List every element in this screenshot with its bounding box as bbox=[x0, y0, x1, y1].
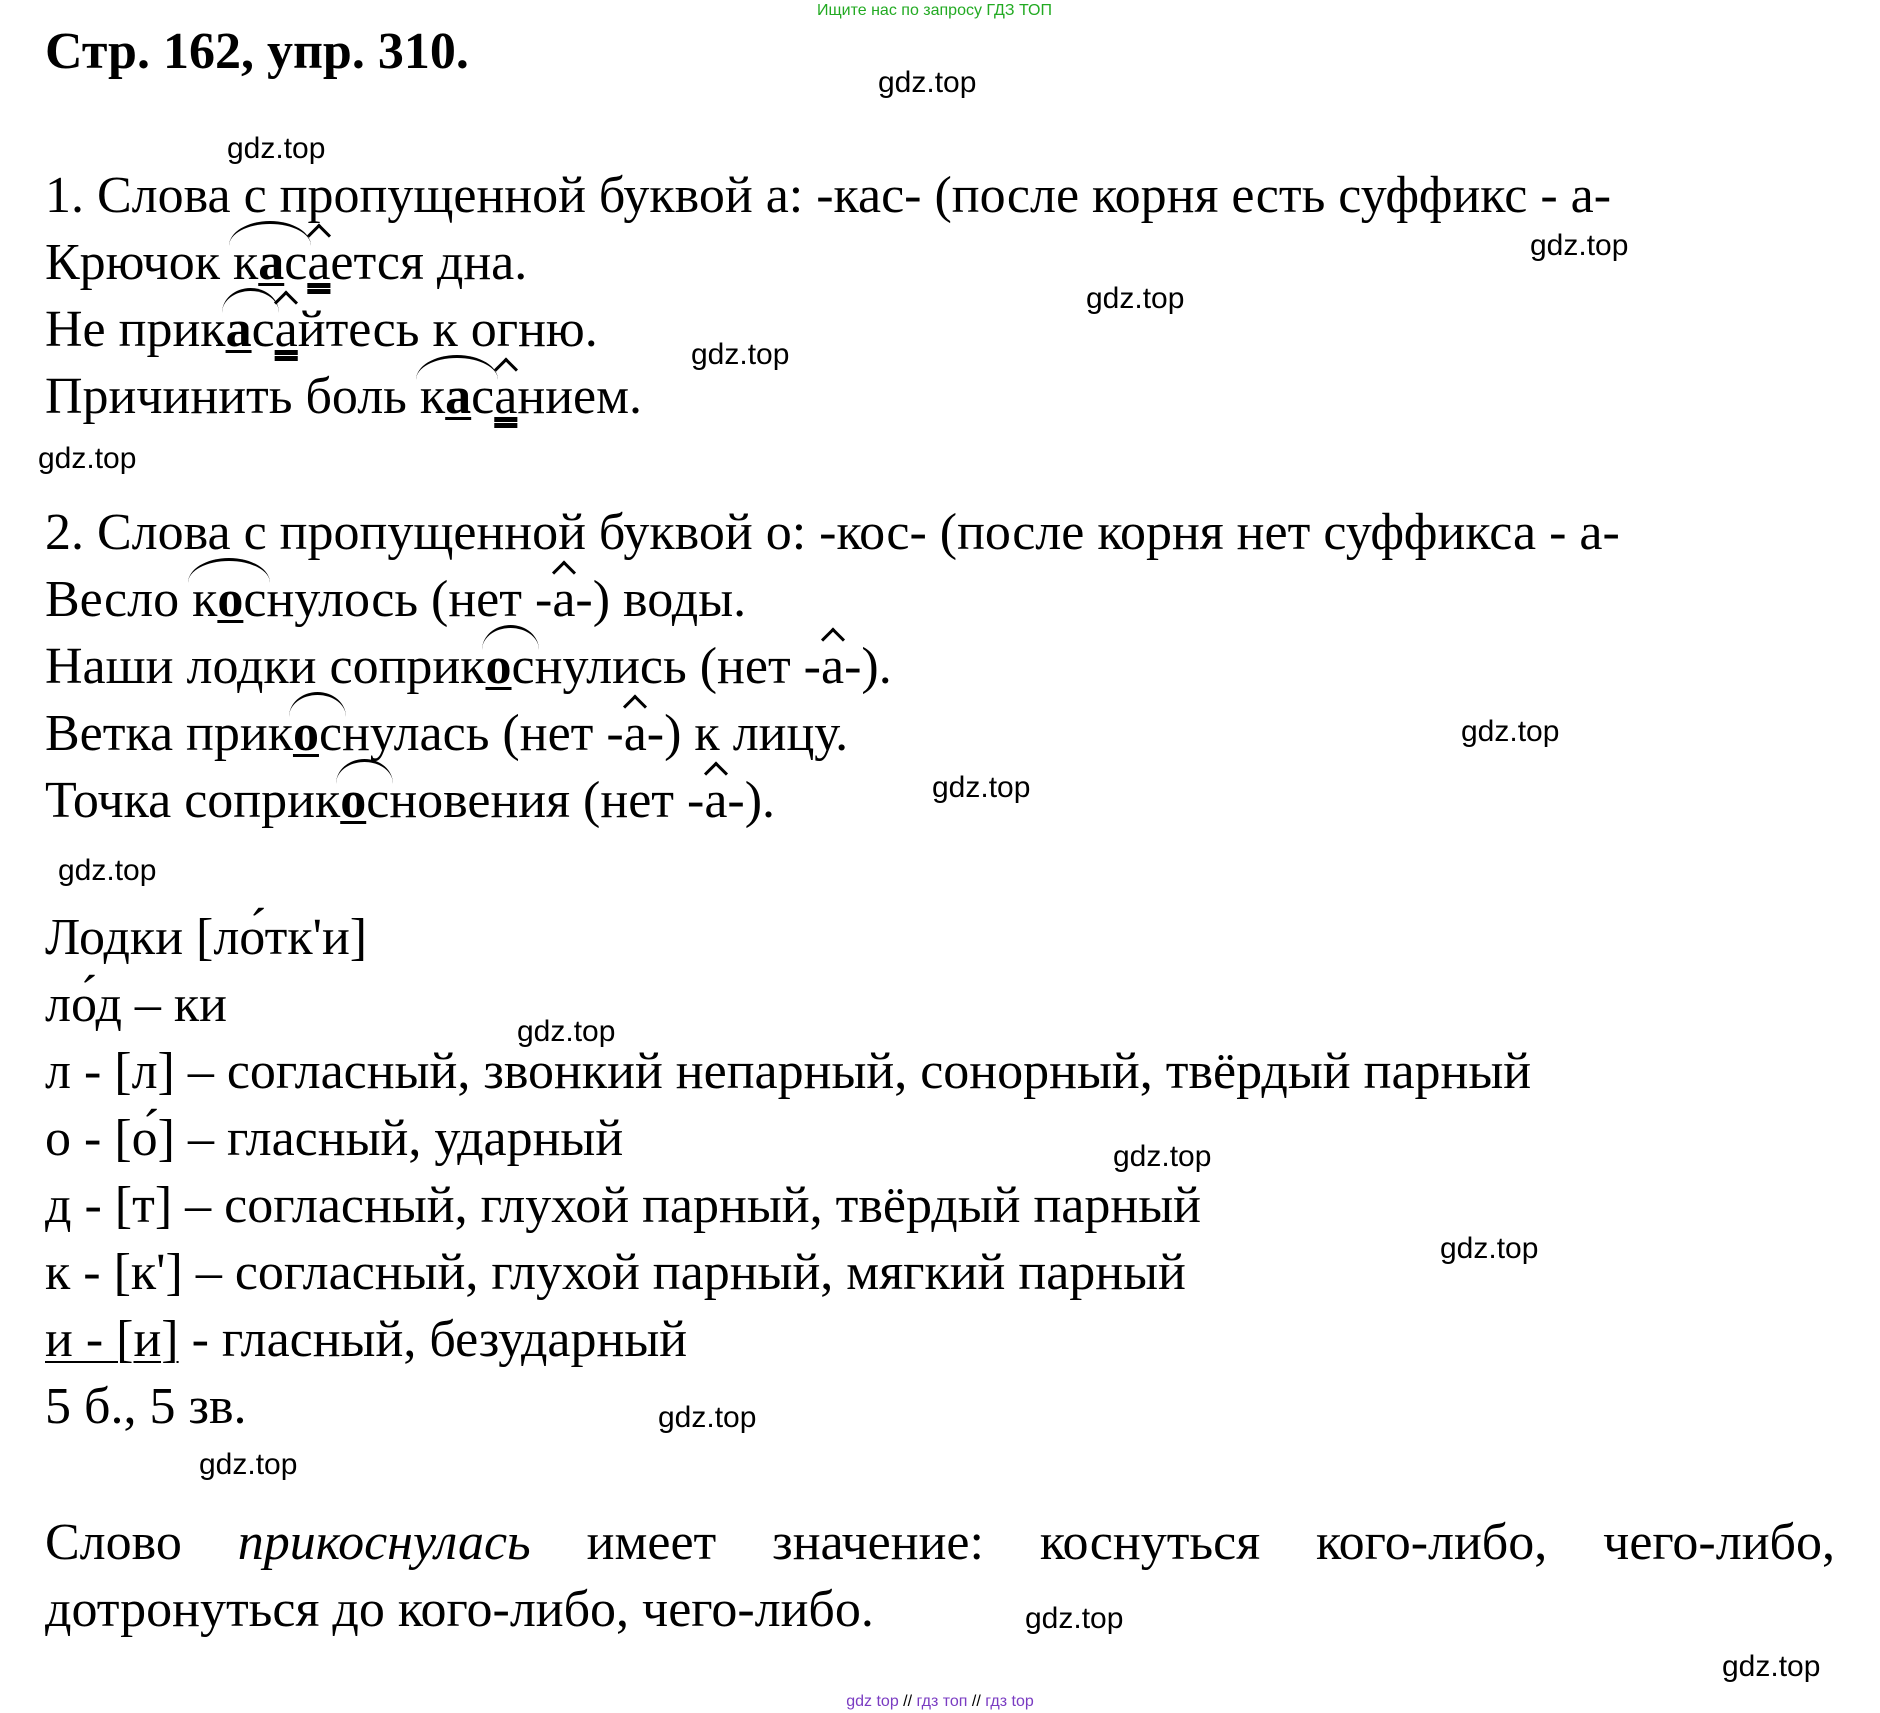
footer-link-1[interactable]: gdz top bbox=[846, 1693, 899, 1710]
root-arc: кас bbox=[419, 368, 495, 425]
watermark: gdz.top bbox=[1722, 1650, 1821, 1683]
section2-example-2: Наши лодки соприкоснулись (нет -а-). bbox=[45, 638, 892, 695]
watermark: gdz.top bbox=[1461, 715, 1560, 748]
footer-separator: // bbox=[971, 1693, 981, 1710]
section2-example-4: Точка соприкосновения (нет -а-). bbox=[45, 772, 776, 829]
watermark: gdz.top bbox=[58, 854, 157, 887]
watermark: gdz.top bbox=[517, 1015, 616, 1048]
suffix-mark: а bbox=[494, 368, 518, 425]
meaning-line-1: Слово прикоснулась имеет значение: коснуться кого-либо, чего-либо, bbox=[45, 1514, 1835, 1571]
footer-link-2[interactable]: гдз топ bbox=[916, 1693, 968, 1710]
watermark: gdz.top bbox=[1440, 1232, 1539, 1265]
root-arc: ас bbox=[225, 301, 275, 358]
suffix-mark: а bbox=[704, 772, 728, 829]
suffix-mark: а bbox=[274, 301, 298, 358]
watermark: gdz.top bbox=[199, 1448, 298, 1481]
watermark: gdz.top bbox=[1113, 1140, 1212, 1173]
suffix-mark: а bbox=[623, 705, 647, 762]
root-arc: ос bbox=[292, 705, 343, 762]
root-arc: кос bbox=[192, 571, 267, 628]
meaning-line-2: дотронуться до кого-либо, чего-либо. bbox=[45, 1581, 874, 1638]
section1-intro: 1. Слова с пропущенной буквой а: -кас- (после корня есть суффикс - а- bbox=[45, 167, 1612, 224]
watermark: gdz.top bbox=[658, 1401, 757, 1434]
watermark: gdz.top bbox=[878, 66, 977, 99]
watermark: gdz.top bbox=[1530, 229, 1629, 262]
phonetics-sound-2: о - [о́] – гласный, ударный bbox=[45, 1110, 624, 1167]
root-arc: ос bbox=[485, 638, 535, 695]
phonetics-sound-4: к - [к'] – согласный, глухой парный, мягкий парный bbox=[45, 1244, 1186, 1301]
phonetics-sound-1: л - [л] – согласный, звонкий непарный, сонорный, твёрдый парный bbox=[45, 1043, 1532, 1100]
section1-example-1: Крючок касается дна. bbox=[45, 234, 528, 291]
watermark: gdz.top bbox=[227, 132, 326, 165]
phonetics-sound-3: д - [т] – согласный, глухой парный, твёрдый парный bbox=[45, 1177, 1201, 1234]
watermark: gdz.top bbox=[932, 771, 1031, 804]
footer-links bbox=[0, 1693, 1880, 1711]
phonetics-count: 5 б., 5 зв. bbox=[45, 1378, 247, 1435]
root-arc: кас bbox=[232, 234, 308, 291]
watermark: gdz.top bbox=[691, 338, 790, 371]
section1-example-3: Причинить боль касанием. bbox=[45, 368, 643, 425]
suffix-mark: а bbox=[307, 234, 331, 291]
footer-link-3[interactable]: гдз top bbox=[985, 1693, 1034, 1710]
section1-example-2: Не прикасайтесь к огню. bbox=[45, 301, 598, 358]
phonetics-syllables: ло́д – ки bbox=[45, 976, 227, 1033]
section2-example-3: Ветка прикоснулась (нет -а-) к лицу. bbox=[45, 705, 849, 762]
phonetics-sound-5: и - [и] - гласный, безударный bbox=[45, 1311, 688, 1368]
watermark: gdz.top bbox=[38, 442, 137, 475]
phonetics-word: Лодки [ло́тк'и] bbox=[45, 909, 368, 966]
section2-example-1: Весло коснулось (нет -а-) воды. bbox=[45, 571, 747, 628]
suffix-mark: а bbox=[552, 571, 576, 628]
top-search-link[interactable]: Ищите нас по запросу ГДЗ ТОП bbox=[817, 2, 1052, 19]
footer-separator: // bbox=[903, 1693, 913, 1710]
section2-intro: 2. Слова с пропущенной буквой о: -кос- (после корня нет суффикса - а- bbox=[45, 504, 1620, 561]
watermark: gdz.top bbox=[1025, 1602, 1124, 1635]
root-arc: ос bbox=[340, 772, 390, 829]
suffix-mark: а bbox=[821, 638, 845, 695]
page-title: Стр. 162, упр. 310. bbox=[45, 23, 469, 80]
watermark: gdz.top bbox=[1086, 282, 1185, 315]
